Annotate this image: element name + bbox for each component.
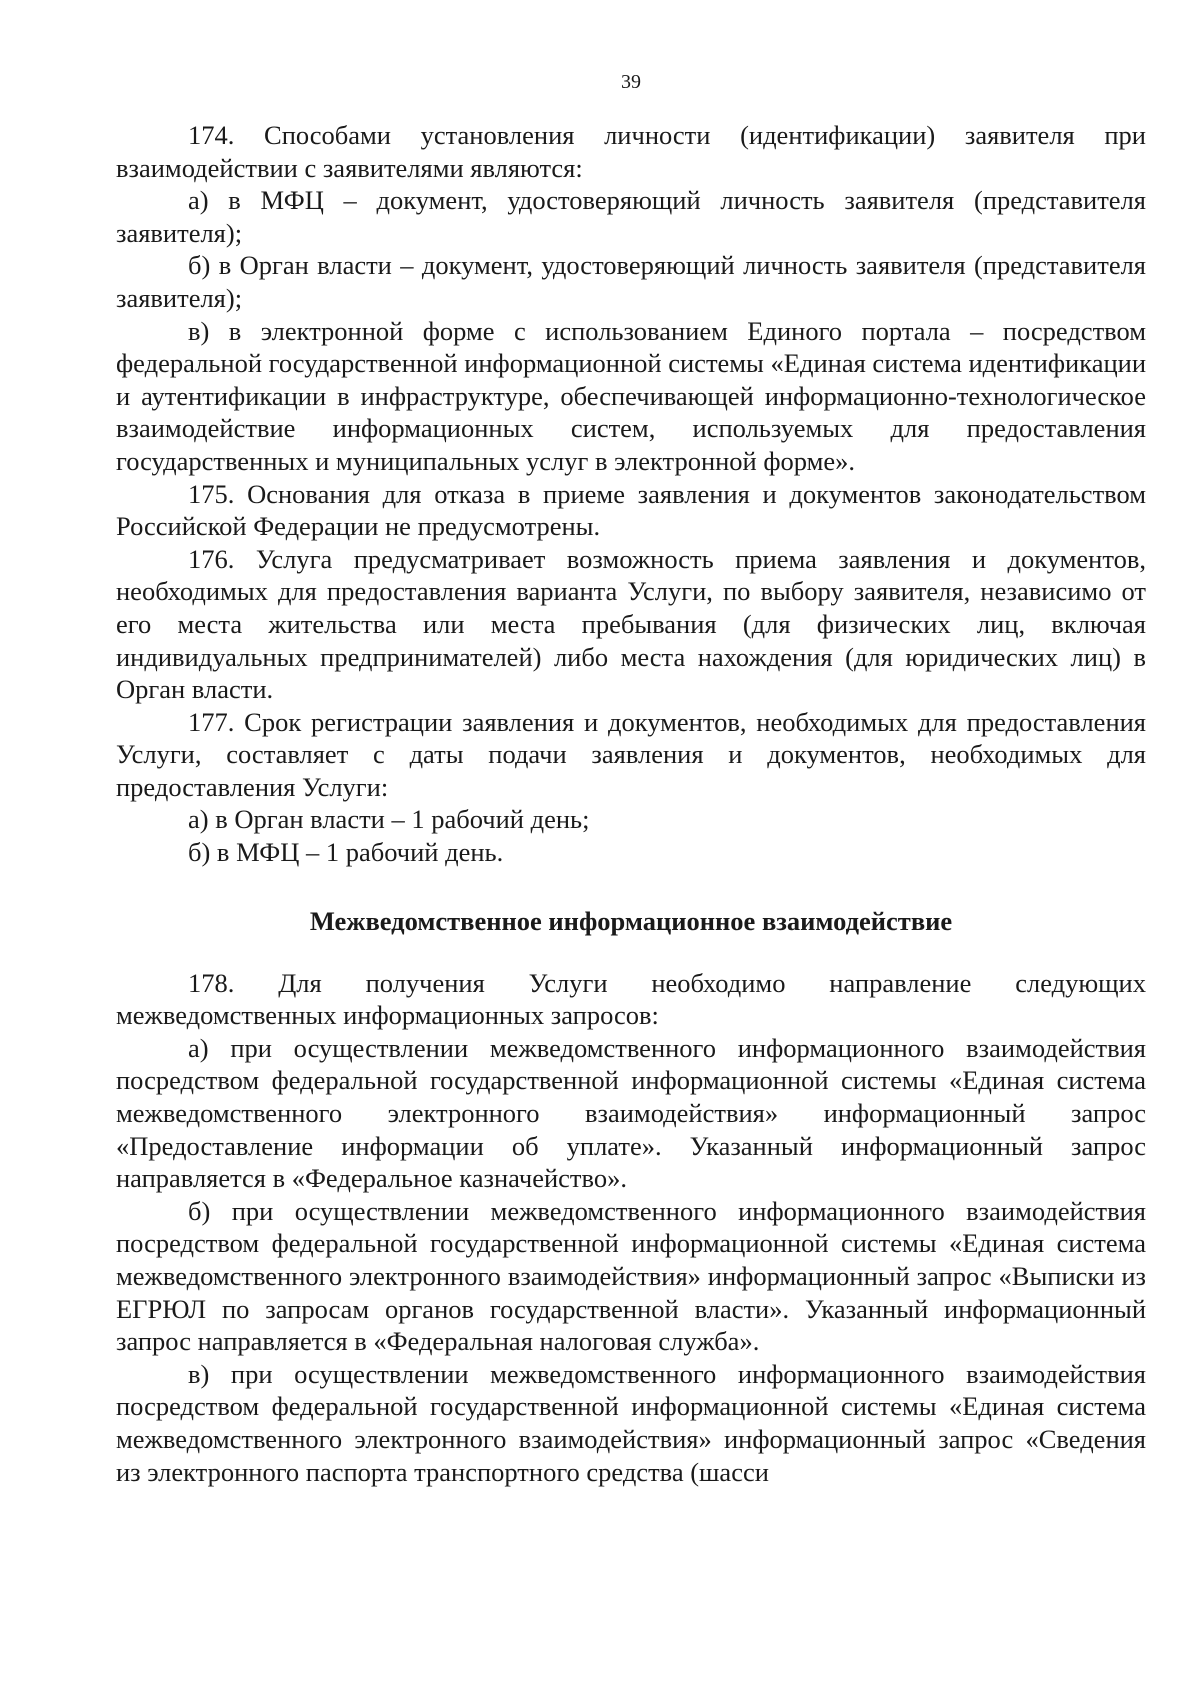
paragraph-178-v: в) при осуществлении межведомственного информационного взаимодействия посредством федеральной государственной информационной системы «Единая система межведомственного электронного взаимодействия» информационный запрос «Сведения из электронного паспорта транспортного средства (шасси (116, 1358, 1146, 1487)
paragraph-177-b: б) в МФЦ – 1 рабочий день. (188, 837, 504, 868)
paragraph-174: 174. Способами установления личности (идентификации) заявителя при взаимодействии с заявителями являются: (116, 120, 1146, 183)
paragraph-178: 178. Для получения Услуги необходимо направление следующих межведомственных информационных запросов: (116, 967, 1146, 1031)
paragraph-178-a: а) при осуществлении межведомственного информационного взаимодействия посредством федеральной государственной информационной системы «Единая система межведомственного электронного взаимодействия» информационный запрос «Предоставление информации об уплате». Указанный информационный запрос направляется в «Федеральное казначейство». (116, 1032, 1146, 1194)
document-body (116, 119, 1146, 1488)
paragraph-177: 177. Срок регистрации заявления и документов, необходимых для предоставления Услуги, составляет с даты подачи заявления и документов, необходимых для предоставления Услуги: (116, 706, 1146, 802)
page-number: 39 (621, 71, 641, 93)
paragraph-174-b: б) в Орган власти – документ, удостоверяющий личность заявителя (представителя заявителя); (116, 250, 1146, 313)
paragraph-175: 175. Основания для отказа в приеме заявления и документов законодательством Российской Федерации не предусмотрены. (116, 478, 1146, 542)
paragraph-178-b: б) при осуществлении межведомственного информационного взаимодействия посредством федеральной государственной информационной системы «Единая система межведомственного электронного взаимодействия» информационный запрос «Выписки из ЕГРЮЛ по запросам органов государственной власти». Указанный информационный запрос направляется в «Федеральная налоговая служба». (116, 1195, 1146, 1357)
section-heading: Межведомственное информационное взаимодействие (309, 905, 953, 936)
paragraph-176: 176. Услуга предусматривает возможность приема заявления и документов, необходимых для предоставления варианта Услуги, по выбору заявителя, независимо от его места жительства или места пребывания (для физических лиц, включая индивидуальных предпринимателей) либо места нахождения (для юридических лиц) в Орган власти. (116, 543, 1146, 705)
paragraph-174-v: в) в электронной форме с использованием Единого портала – посредством федеральной государственной информационной системы «Единая система идентификации и аутентификации в инфраструктуре, обеспечивающей информационно-технологическое взаимодействие информационных систем, используемых для предоставления государственных и муниципальных услуг в электронной форме». (116, 315, 1146, 476)
paragraph-174-a: а) в МФЦ – документ, удостоверяющий личность заявителя (представителя заявителя); (116, 185, 1146, 248)
paragraph-177-a: а) в Орган власти – 1 рабочий день; (188, 804, 590, 835)
